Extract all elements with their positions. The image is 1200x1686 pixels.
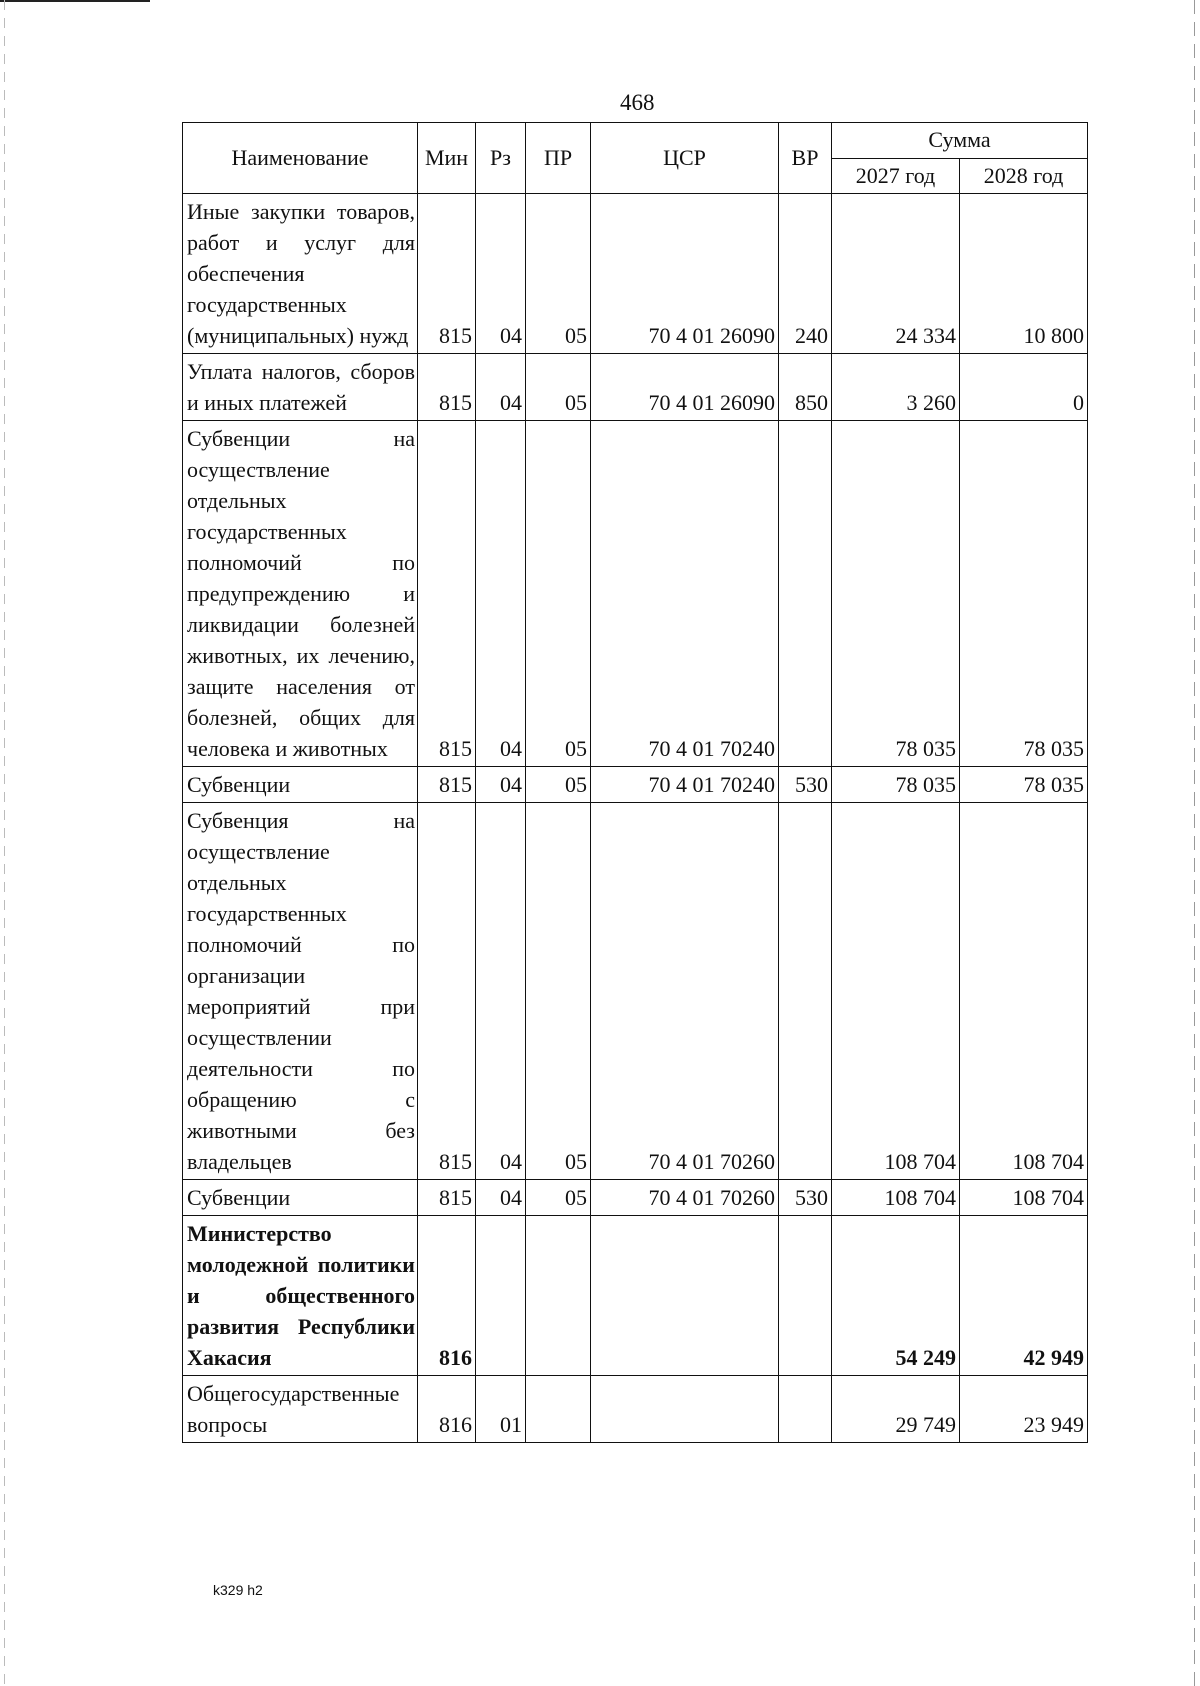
scan-edge-top — [0, 0, 150, 2]
cell-rz: 04 — [476, 767, 526, 803]
header-rz: Рз — [476, 123, 526, 194]
cell-pr — [526, 1216, 591, 1376]
table-row — [183, 1376, 1088, 1443]
cell-y2028: 10 800 — [960, 194, 1088, 354]
cell-y2028: 78 035 — [960, 767, 1088, 803]
cell-y2028: 42 949 — [960, 1216, 1088, 1376]
cell-pr: 05 — [526, 421, 591, 767]
cell-name: Субвенции — [183, 1180, 418, 1216]
cell-pr: 05 — [526, 767, 591, 803]
cell-name: Иные закупки товаров, работ и услуг для обеспечения государственных (муниципальных) нужд — [183, 194, 418, 354]
cell-min: 815 — [418, 421, 476, 767]
cell-min: 815 — [418, 803, 476, 1180]
cell-vr: 850 — [779, 354, 832, 421]
scan-edge-right — [1194, 0, 1195, 1686]
scan-edge-left — [4, 0, 5, 1686]
header-row — [183, 123, 1088, 159]
cell-vr: 530 — [779, 767, 832, 803]
cell-name: Уплата налогов, сборов и иных платежей — [183, 354, 418, 421]
cell-pr: 05 — [526, 194, 591, 354]
cell-csr — [591, 1216, 779, 1376]
header-2027: 2027 год — [832, 158, 960, 194]
cell-y2028: 0 — [960, 354, 1088, 421]
cell-csr: 70 4 01 70240 — [591, 421, 779, 767]
cell-vr — [779, 803, 832, 1180]
header-sum: Сумма — [832, 123, 1088, 159]
cell-vr — [779, 1216, 832, 1376]
cell-csr: 70 4 01 70240 — [591, 767, 779, 803]
cell-pr: 05 — [526, 1180, 591, 1216]
cell-y2027: 24 334 — [832, 194, 960, 354]
table-row — [183, 1180, 1088, 1216]
cell-min: 815 — [418, 354, 476, 421]
cell-y2028: 78 035 — [960, 421, 1088, 767]
table-body — [183, 194, 1088, 1443]
cell-rz — [476, 1216, 526, 1376]
page-number: 468 — [620, 90, 655, 115]
cell-csr: 70 4 01 70260 — [591, 1180, 779, 1216]
table-row — [183, 803, 1088, 1180]
cell-y2027: 108 704 — [832, 1180, 960, 1216]
cell-csr: 70 4 01 26090 — [591, 194, 779, 354]
table-row — [183, 421, 1088, 767]
cell-name: Субвенция на осуществление отдельных государственных полномочий по организации мероприятий при осуществлении деятельности по обращению с животными без владельцев — [183, 803, 418, 1180]
cell-rz: 04 — [476, 354, 526, 421]
cell-rz: 04 — [476, 1180, 526, 1216]
cell-name: Общегосударственные вопросы — [183, 1376, 418, 1443]
cell-rz: 04 — [476, 194, 526, 354]
table-row — [183, 767, 1088, 803]
table-row — [183, 354, 1088, 421]
table-row — [183, 1216, 1088, 1376]
cell-rz: 01 — [476, 1376, 526, 1443]
cell-csr — [591, 1376, 779, 1443]
header-csr: ЦСР — [591, 123, 779, 194]
cell-name: Министерство молодежной политики и общественного развития Республики Хакасия — [183, 1216, 418, 1376]
cell-y2027: 108 704 — [832, 803, 960, 1180]
cell-min: 815 — [418, 194, 476, 354]
cell-y2028: 108 704 — [960, 1180, 1088, 1216]
cell-vr — [779, 1376, 832, 1443]
cell-rz: 04 — [476, 803, 526, 1180]
table-row — [183, 194, 1088, 354]
cell-y2027: 3 260 — [832, 354, 960, 421]
cell-pr — [526, 1376, 591, 1443]
header-pr: ПР — [526, 123, 591, 194]
footer-code: k329 h2 — [213, 1582, 263, 1598]
cell-min: 815 — [418, 1180, 476, 1216]
cell-min: 816 — [418, 1216, 476, 1376]
header-vr: ВР — [779, 123, 832, 194]
budget-table — [182, 122, 1088, 1443]
cell-min: 816 — [418, 1376, 476, 1443]
cell-y2027: 78 035 — [832, 421, 960, 767]
header-name: Наименование — [183, 123, 418, 194]
cell-y2027: 29 749 — [832, 1376, 960, 1443]
header-2028: 2028 год — [960, 158, 1088, 194]
cell-pr: 05 — [526, 803, 591, 1180]
cell-vr: 530 — [779, 1180, 832, 1216]
cell-csr: 70 4 01 70260 — [591, 803, 779, 1180]
cell-vr — [779, 421, 832, 767]
cell-y2028: 23 949 — [960, 1376, 1088, 1443]
cell-pr: 05 — [526, 354, 591, 421]
cell-vr: 240 — [779, 194, 832, 354]
cell-y2027: 78 035 — [832, 767, 960, 803]
cell-rz: 04 — [476, 421, 526, 767]
cell-name: Субвенции на осуществление отдельных государственных полномочий по предупреждению и ликвидации болезней животных, их лечению, защите населения от болезней, общих для человека и животных — [183, 421, 418, 767]
cell-y2027: 54 249 — [832, 1216, 960, 1376]
cell-csr: 70 4 01 26090 — [591, 354, 779, 421]
cell-name: Субвенции — [183, 767, 418, 803]
header-min: Мин — [418, 123, 476, 194]
cell-y2028: 108 704 — [960, 803, 1088, 1180]
cell-min: 815 — [418, 767, 476, 803]
